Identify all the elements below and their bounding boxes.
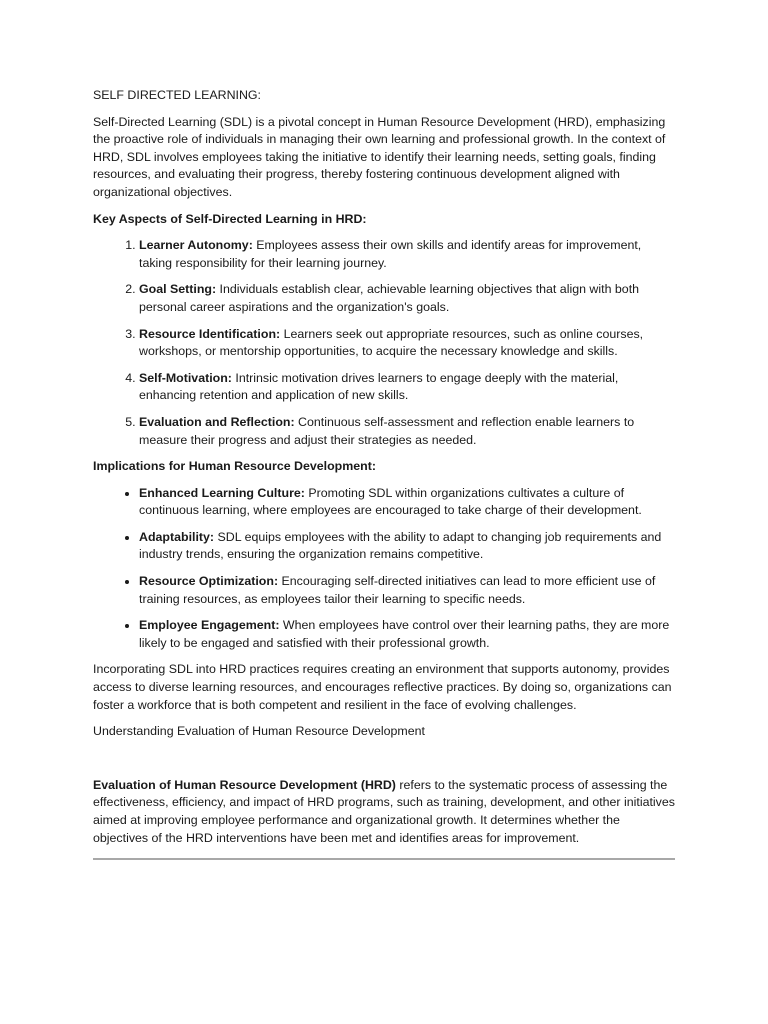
list-item-text: Employees assess their own skills and identify areas for improvement, taking responsibility for their learning journey.	[139, 238, 642, 270]
bullet-item	[139, 573, 677, 608]
bullet-item-title: Adaptability:	[139, 529, 215, 544]
bullet-item-title: Employee Engagement:	[139, 618, 280, 633]
conclusion-paragraph: Incorporating SDL into HRD practices requires creating an environment that supports autonomy, provides access to diverse learning resources, and encourages reflective practices. By doing so, organizations can foster a workforce that is both competent and resilient in the face of evolving challenges.	[93, 662, 672, 712]
list-item	[139, 281, 677, 316]
list-item-text: Learners seek out appropriate resources, such as online courses, workshops, or mentorship opportunities, to acquire the necessary knowledge and skills.	[139, 326, 644, 359]
list-item-title: Learner Autonomy:	[139, 238, 253, 253]
document-page	[93, 87, 677, 860]
horizontal-rule	[93, 858, 675, 860]
blank-line	[93, 750, 677, 777]
implications-heading: Implications for Human Resource Development:	[93, 459, 376, 474]
key-aspects-heading: Key Aspects of Self-Directed Learning in HRD:	[93, 211, 367, 226]
list-item-text: Individuals establish clear, achievable learning objectives that align with both personal career aspirations and the organization's goals.	[139, 282, 640, 314]
intro-paragraph: Self-Directed Learning (SDL) is a pivotal concept in Human Resource Development (HRD), emphasizing the proactive role of individuals in managing their own learning and professional growth. In the context of HRD, SDL involves employees taking the initiative to identify their learning needs, setting goals, finding resources, and evaluating their progress, thereby fostering continuous development aligned with organizational objectives.	[93, 114, 666, 199]
list-item	[139, 414, 677, 449]
list-item-title: Goal Setting:	[139, 282, 217, 297]
bullet-item	[139, 529, 677, 564]
bullet-item-title: Resource Optimization:	[139, 574, 279, 589]
section-heading-sdl: SELF DIRECTED LEARNING:	[93, 88, 261, 102]
bullet-item-text: When employees have control over their learning paths, they are more likely to be engaged and satisfied with their professional growth.	[139, 618, 670, 650]
bullet-item-text: Encouraging self-directed initiatives can lead to more efficient use of training resources, as employees tailor their learning to specific needs.	[139, 574, 656, 606]
list-item-title: Resource Identification:	[139, 326, 281, 341]
evaluation-text: refers to the systematic process of assessing the effectiveness, efficiency, and impact of HRD programs, such as training, development, and other initiatives aimed at improving employee performance and organizational growth. It determines whether the objectives of the HRD interventions have been met and identifies areas for improvement.	[93, 777, 675, 845]
key-aspects-list	[93, 237, 677, 449]
list-item-text: Continuous self-assessment and reflection enable learners to measure their progress and adjust their strategies as needed.	[139, 414, 635, 447]
list-item	[139, 326, 677, 361]
list-item	[139, 237, 677, 272]
implications-list	[93, 485, 677, 653]
bullet-item	[139, 485, 677, 520]
section-heading-evaluation: Understanding Evaluation of Human Resource Development	[93, 724, 425, 739]
bullet-item	[139, 617, 677, 652]
evaluation-paragraph	[93, 777, 677, 847]
list-item-title: Self-Motivation:	[139, 370, 232, 385]
bullet-item-title: Enhanced Learning Culture:	[139, 485, 305, 500]
list-item-title: Evaluation and Reflection:	[139, 414, 295, 429]
bullet-item-text: Promoting SDL within organizations cultivates a culture of continuous learning, where employees are encouraged to take charge of their development.	[139, 485, 642, 518]
bullet-item-text: SDL equips employees with the ability to adapt to changing job requirements and industry trends, ensuring the organization remains competitive.	[139, 529, 662, 562]
list-item	[139, 370, 677, 405]
list-item-text: Intrinsic motivation drives learners to engage deeply with the material, enhancing retention and application of new skills.	[139, 370, 619, 403]
evaluation-title: Evaluation of Human Resource Development (HRD)	[93, 777, 396, 792]
